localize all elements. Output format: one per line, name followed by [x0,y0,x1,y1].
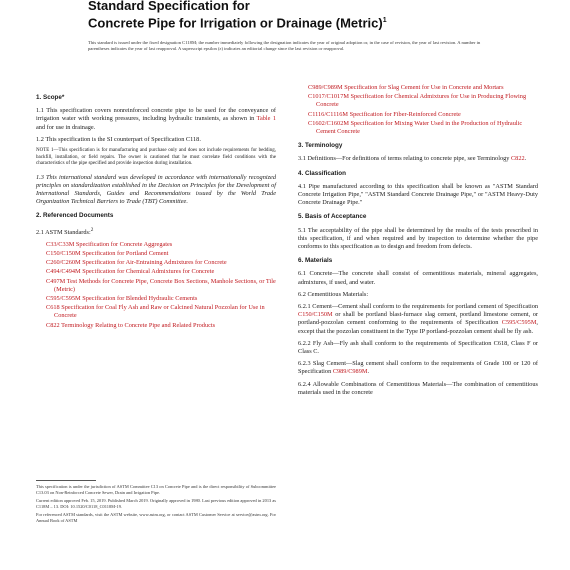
materials-para-5 [298,360,538,376]
materials-para-3-text-b: or shall be portland blast-furnace slag cement, portland limestone cement, or portland-pozzolan cement conforming to the requirements of Specification [298,311,539,327]
reference-code-link[interactable]: C618 [46,304,60,312]
references-intro [36,226,276,237]
reference-code-link[interactable]: C260/C260M [46,259,81,267]
reference-item[interactable] [46,268,276,276]
materials-para-2: 6.2 Cementitious Materials: [298,290,369,298]
c989-link[interactable]: C989/C989M [332,368,368,376]
reference-title: Specification for Portland Cement [82,250,169,258]
reference-title: Specification for Chemical Admixtures for Use in Producing Flowing Concrete [316,93,527,109]
reference-list-left [46,241,276,330]
reference-code-link[interactable]: C1017/C1017M [308,93,349,101]
title-line-1: Standard Specification for [88,0,250,13]
reference-item[interactable] [308,111,538,119]
reference-title: Specification for Slag Cement for Use in Concrete and Mortars [344,84,504,91]
materials-para-1: 6.1 Concrete—The concrete shall consist of cementitious materials, mineral aggregates, admixtures, if used, and water. [298,270,538,286]
section-heading-classification: 4. Classification [298,169,346,177]
reference-code-link[interactable]: C497M [46,277,66,285]
c595-link[interactable]: C595/C595M [501,319,537,327]
section-heading-referenced-documents: 2. Referenced Documents [36,212,114,220]
reference-code-link[interactable]: C989/C989M [308,84,343,91]
reference-item[interactable] [46,278,276,294]
references-intro-text: 2.1 ASTM Standards: [36,228,91,236]
materials-para-3-text-a: 6.2.1 Cement—Cement shall conform to the requirements for portland cement of Specification [298,303,538,311]
materials-para-3 [298,303,538,336]
reference-title: Terminology Relating to Concrete Pipe and Related Products [61,321,216,329]
materials-para-3-text-c: , except that the pozzolan constituent in the Type IP portland-pozzolan cement shall be fly ash. [298,319,538,335]
terminology-text-a: 3.1 Definitions—For definitions of terms relating to concrete pipe, see Terminology [298,155,510,163]
reference-code-link[interactable]: C1116/C1116M [308,110,349,118]
reference-title: Test Methods for Concrete Pipe, Concrete Box Sections, Manhole Sections, or Tile (Metric) [54,277,276,293]
reference-code-link[interactable]: C595/C595M [46,295,81,303]
table-1-link[interactable]: Table 1 [256,115,276,123]
reference-item[interactable] [308,93,538,109]
reference-title: Specification for Concrete Aggregates [75,240,173,248]
scope-para-3: 1.3 This international standard was developed in accordance with internationally recognized principles on standardization established in the Decision on Principles for the Development of International Standards, Guides and Recommendations issued by the World Trade Organization Technical Barriers to Trade (TBT) Committee. [36,173,276,206]
footnote-1: This specification is under the jurisdiction of ASTM Committee C13 on Concrete Pipe and is the direct responsibility of Subcommittee C13.03 on Non-Reinforced Concrete Sewer, Drain and Irrigation Pipe. [36,484,276,495]
terminology-para-1 [298,155,538,163]
title-line-2-text: Concrete Pipe for Irrigation or Drainage (Metric) [88,15,383,31]
scope-para-2: 1.2 This specification is the SI counterpart of Specification C118. [36,135,201,143]
footnote-divider [36,480,96,481]
materials-para-5-text-b: . [367,368,370,376]
scope-para-1 [36,107,276,132]
materials-para-5-text-a: 6.2.3 Slag Cement—Slag cement shall conform to the requirements of Grade 100 or 120 of Specification [298,360,538,376]
c822-link[interactable]: C822 [510,155,525,163]
reference-item[interactable] [46,259,276,267]
scope-note-1: NOTE 1—This specification is for manufacturing and purchase only and does not include requirements for bedding, backfill, installation, or field repairs. The owner is cautioned that he must correlate field conditions with the characteristics of the pipe specified and provide inspection during installation. [36,148,276,167]
reference-code-link[interactable]: C822 [46,321,60,329]
reference-item[interactable] [46,322,276,330]
section-heading-scope: 1. Scope* [36,94,65,101]
materials-para-6: 6.2.4 Allowable Combinations of Cementitious Materials—The combination of cementitious materials used in the concrete [298,380,538,396]
title-footnote-mark: 1 [382,17,387,24]
footnotes [36,484,276,527]
title-line-2 [88,13,548,30]
scope-para-1-text-a: 1.1 This specification covers nonreinforced concrete pipe to be used for the conveyance of irrigation water with working pressures, including hydraulic transients, as shown in [36,107,276,123]
standard-designation-note: This standard is issued under the fixed designation C118M; the number immediately following the designation indicates the year of original adoption or, in the case of revision, the year of last revision. A number in parentheses indicates the year of last reapproval. A superscript epsilon (ε) indicates an editorial change since the last revision or reapproval. [88,40,481,51]
reference-item[interactable] [46,241,276,249]
terminology-text-b: . [524,155,527,163]
footnote-1-edition: Current edition approved Feb. 15, 2019. Published March 2019. Originally approved in 1980. Last previous edition approved in 2013 as C118M – 13. DOI: 10.1520/C0118_C0118M-19. [36,498,276,509]
footnote-2: For referenced ASTM standards, visit the ASTM website, www.astm.org, or contact ASTM Customer Service at service@astm.org. For Annual Book of ASTM [36,512,276,523]
reference-item[interactable] [308,84,538,92]
right-column [298,84,538,401]
section-heading-terminology: 3. Terminology [298,142,343,150]
reference-title: Specification for Fiber-Reinforced Concrete [349,110,461,118]
reference-code-link[interactable]: C33/C33M [46,240,75,248]
reference-code-link[interactable]: C150/C150M [46,250,81,258]
reference-title: Specification for Air-Entraining Admixtures for Concrete [82,259,227,267]
reference-item[interactable] [308,120,538,136]
reference-title: Specification for Mixing Water Used in the Production of Hydraulic Cement Concrete [316,119,523,136]
acceptance-para-1: 5.1 The acceptability of the pipe shall be determined by the results of the tests prescribed in this specification, if and when required and by inspection to determine whether the pipe conforms to this specification as to design and freedom from defects. [298,226,538,251]
reference-title: Specification for Chemical Admixtures for Concrete [82,268,215,276]
materials-para-4: 6.2.2 Fly Ash—Fly ash shall conform to the requirements of Specification C618, Class F or Class C. [298,339,538,356]
references-footnote-mark: 2 [90,226,94,233]
reference-item[interactable] [46,250,276,258]
document-title [88,0,548,30]
section-heading-basis-of-acceptance: 5. Basis of Acceptance [298,213,367,221]
reference-title: Specification for Blended Hydraulic Cements [82,295,198,303]
reference-code-link[interactable]: C494/C494M [46,268,81,276]
scope-para-1-text-b: and for use in drainage. [36,123,96,131]
reference-item[interactable] [46,295,276,303]
reference-title: Specification for Coal Fly Ash and Raw or Calcined Natural Pozzolan for Use in Concrete [54,304,265,320]
reference-item[interactable] [46,304,276,320]
left-column [36,88,276,331]
reference-list-right [308,84,538,136]
c150-link[interactable]: C150/C150M [298,311,333,319]
section-heading-materials: 6. Materials [298,257,333,265]
classification-para-1: 4.1 Pipe manufactured according to this specification shall be known as "ASTM Standard Concrete Irrigation Pipe," "ASTM Standard Concrete Drainage Pipe," or "ASTM Heavy-Duty Concrete Drainage Pipe." [298,182,538,207]
reference-code-link[interactable]: C1602/C1602M [308,119,349,127]
